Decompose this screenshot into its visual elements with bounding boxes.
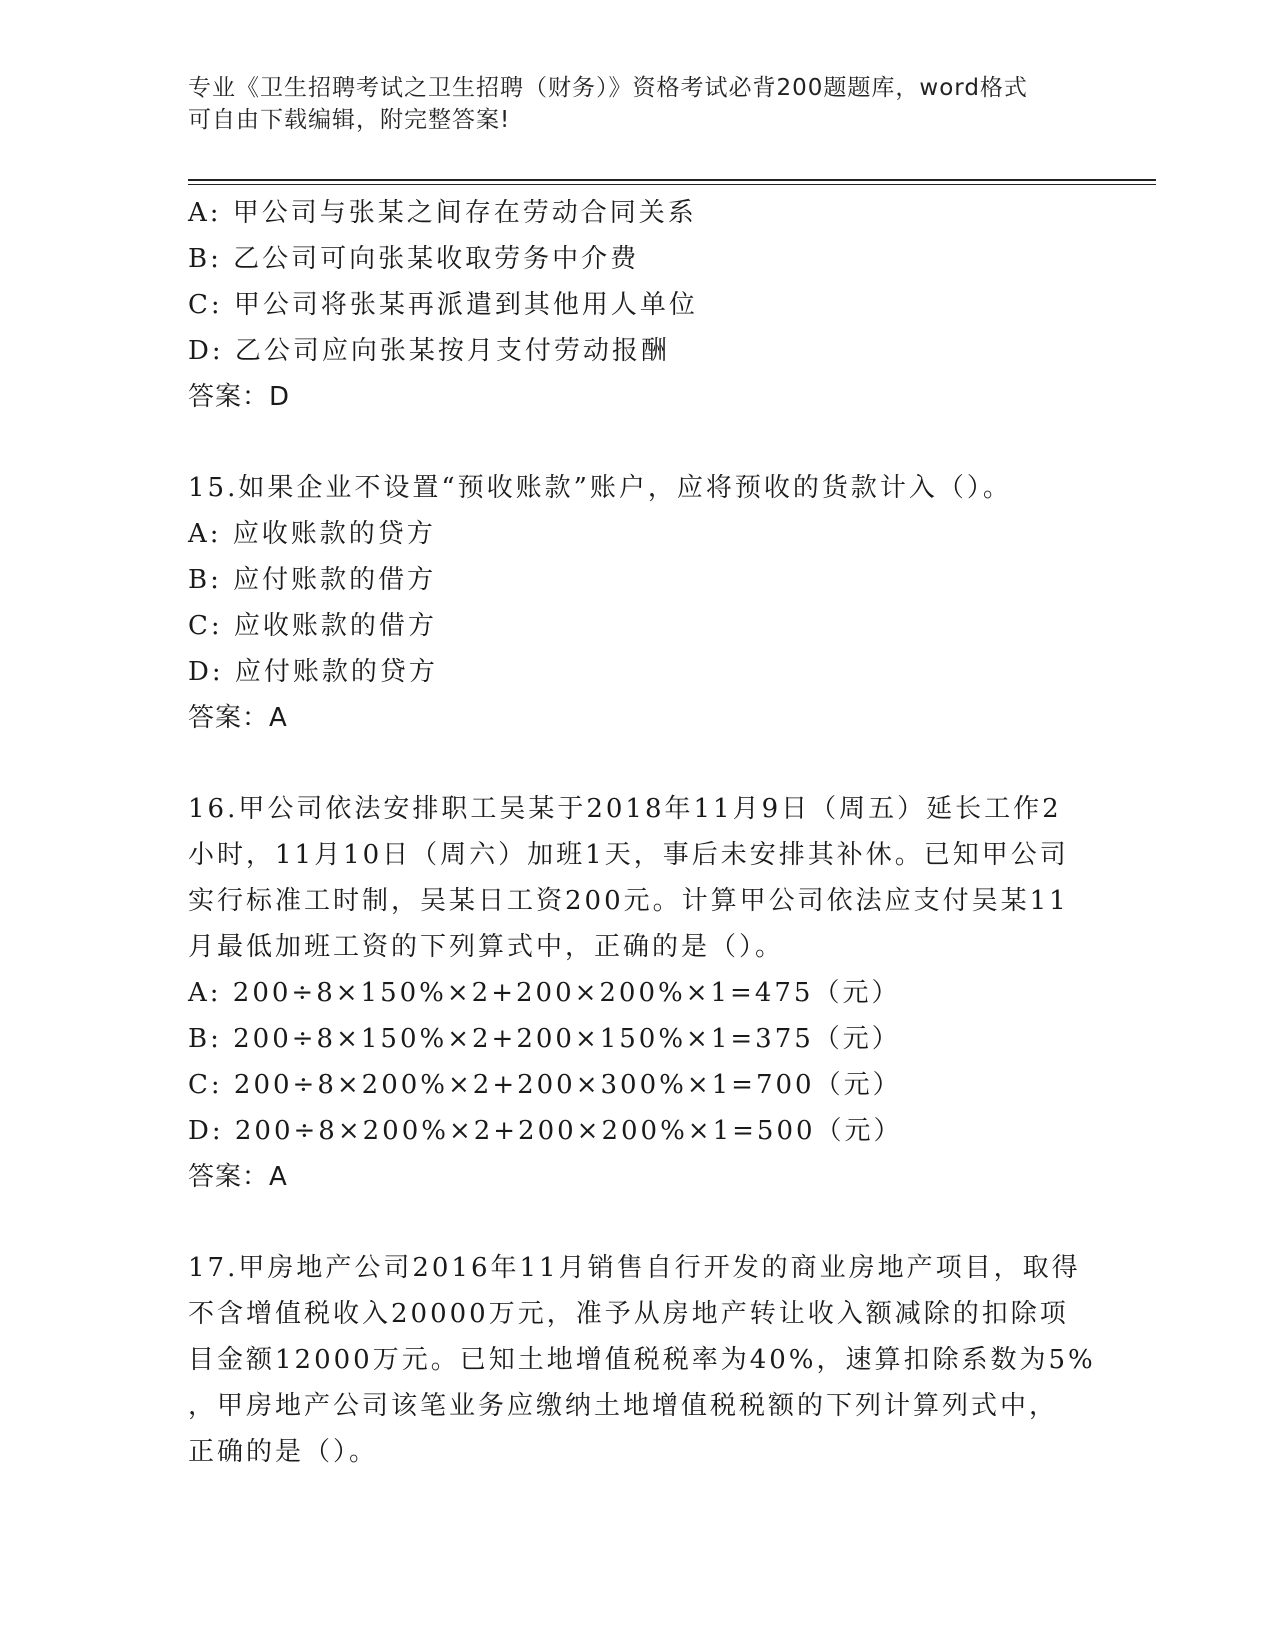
question-16	[188, 786, 1088, 1200]
question-14	[188, 190, 1088, 420]
option-b: B: 应付账款的借方	[188, 565, 437, 595]
option-b: B: 乙公司可向张某收取劳务中介费	[188, 244, 640, 274]
question-stem: 17.甲房地产公司2016年11月销售自行开发的商业房地产项目，取得	[188, 1253, 1081, 1283]
option-a: A: 应收账款的贷方	[188, 519, 436, 549]
question-stem: 15.如果企业不设置“预收账款”账户，应将预收的货款计入（）。	[188, 473, 1012, 503]
answer: 答案：A	[188, 1162, 288, 1192]
question-stem: 正确的是（）。	[188, 1437, 379, 1467]
spacer	[188, 741, 1088, 786]
option-d: D: 200÷8×200%×2+200×200%×1=500（元）	[188, 1116, 903, 1146]
question-15	[188, 465, 1088, 741]
spacer	[188, 1200, 1088, 1245]
header-divider-thin	[188, 184, 1156, 185]
option-d: D: 乙公司应向张某按月支付劳动报酬	[188, 336, 670, 366]
header-line-1: 专业《卫生招聘考试之卫生招聘（财务）》资格考试必背200题题库，word格式	[188, 75, 1028, 101]
option-d: D: 应付账款的贷方	[188, 657, 438, 687]
question-stem: 月最低加班工资的下列算式中，正确的是（）。	[188, 932, 785, 962]
question-content	[188, 190, 1096, 1475]
option-b: B: 200÷8×150%×2+200×150%×1=375（元）	[188, 1024, 901, 1054]
option-c: C: 甲公司将张某再派遣到其他用人单位	[188, 290, 698, 320]
question-17	[188, 1245, 1096, 1475]
answer: 答案：D	[188, 382, 291, 412]
document-header	[188, 72, 1088, 136]
question-stem: 小时，11月10日（周六）加班1天，事后未安排其补休。已知甲公司	[188, 840, 1069, 870]
question-stem: 实行标准工时制，吴某日工资200元。计算甲公司依法应支付吴某11	[188, 886, 1069, 916]
header-divider	[188, 179, 1156, 181]
option-c: C: 应收账款的借方	[188, 611, 437, 641]
question-stem: 目金额12000万元。已知土地增值税税率为40%，速算扣除系数为5%	[188, 1345, 1096, 1375]
option-a: A: 200÷8×150%×2+200×200%×1=475（元）	[188, 978, 901, 1008]
header-line-2: 可自由下载编辑，附完整答案!	[188, 107, 511, 133]
option-c: C: 200÷8×200%×2+200×300%×1=700（元）	[188, 1070, 902, 1100]
question-stem: 16.甲公司依法安排职工吴某于2018年11月9日（周五）延长工作2	[188, 794, 1062, 824]
option-a: A: 甲公司与张某之间存在劳动合同关系	[188, 198, 697, 228]
question-stem: ，甲房地产公司该笔业务应缴纳土地增值税税额的下列计算列式中，	[188, 1391, 1059, 1421]
question-stem: 不含增值税收入20000万元，准予从房地产转让收入额减除的扣除项	[188, 1299, 1069, 1329]
spacer	[188, 420, 1088, 465]
answer: 答案：A	[188, 703, 288, 733]
